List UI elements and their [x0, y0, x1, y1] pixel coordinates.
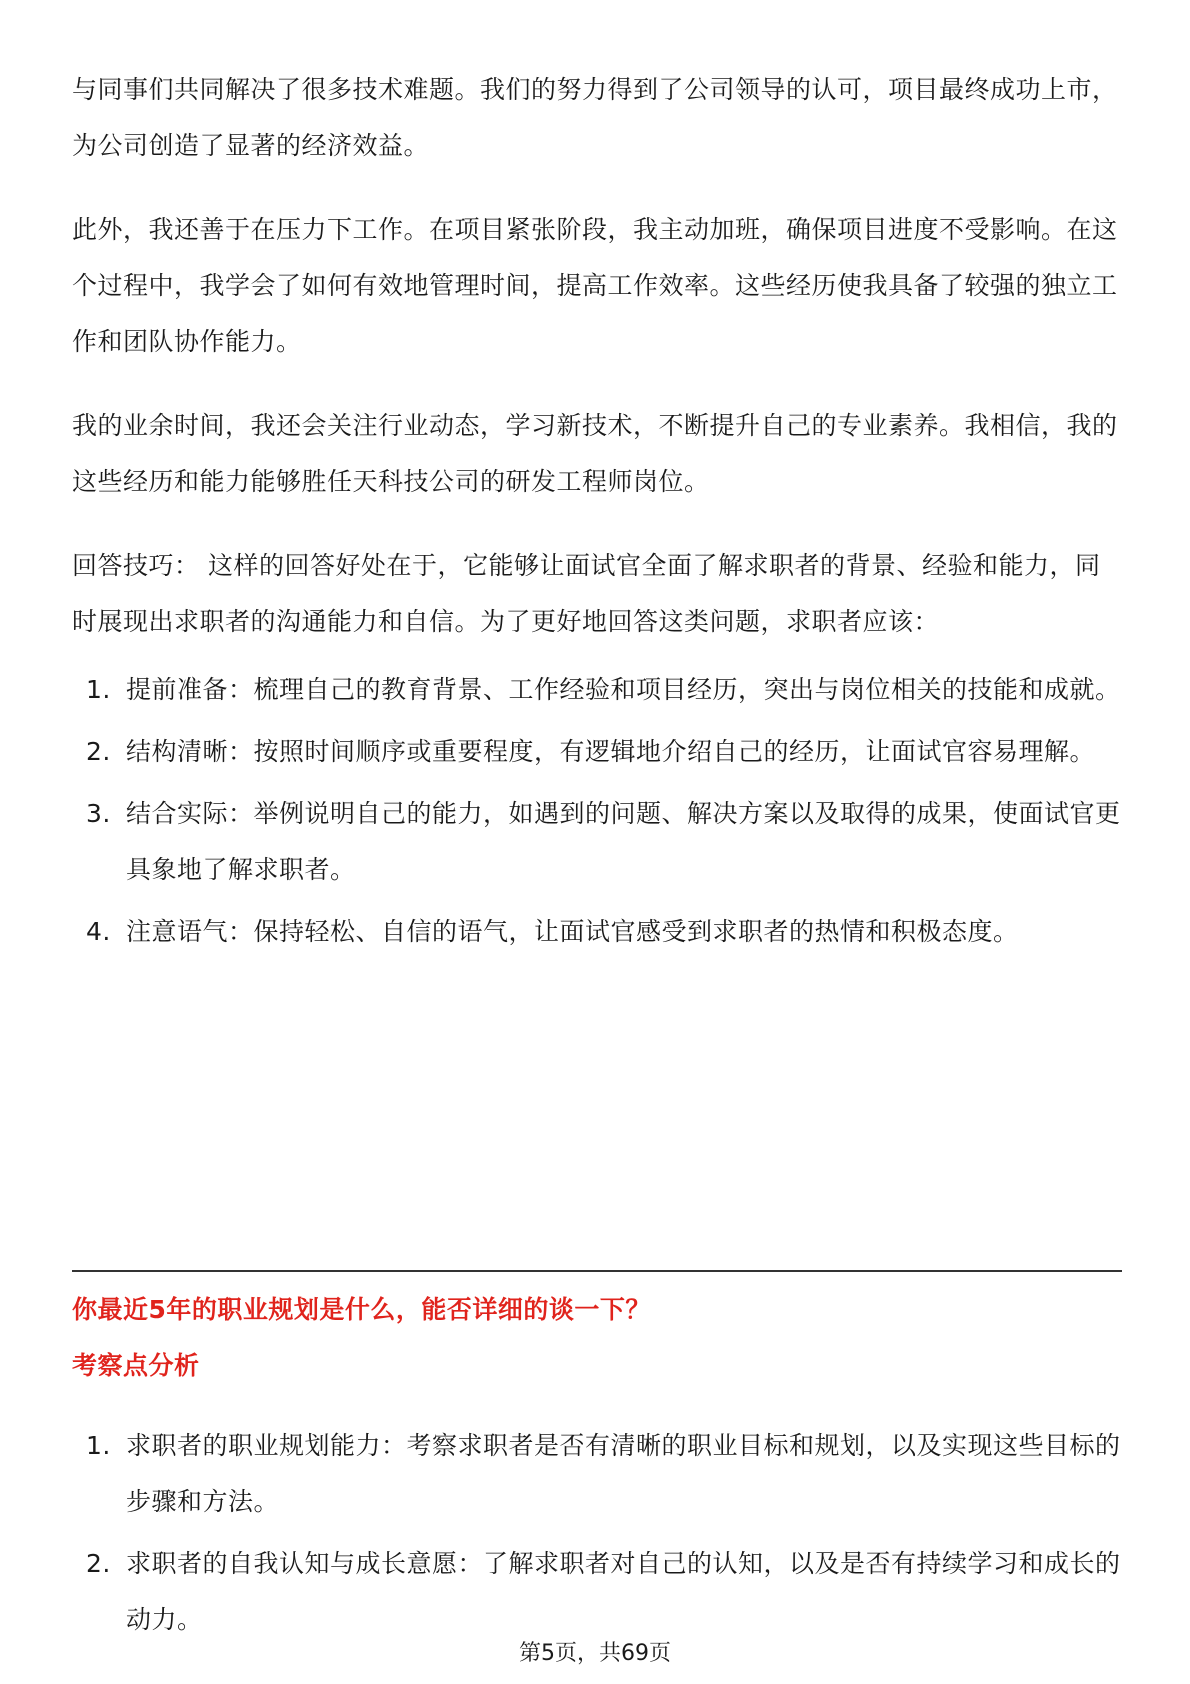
section-divider [72, 1270, 1122, 1272]
analysis-heading: 考察点分析 [72, 1351, 200, 1380]
paragraph: 与同事们共同解决了很多技术难题。我们的努力得到了公司领导的认可，项目最终成功上市，为公司创造了显著的经济效益。 [72, 75, 1118, 160]
list-item [72, 786, 1122, 898]
list-item [72, 1536, 1122, 1648]
list-number: 2. [86, 1549, 111, 1578]
page-number: 第5页，共69页 [519, 1641, 671, 1666]
question-title: 你最近5年的职业规划是什么，能否详细的谈一下？ [72, 1295, 651, 1324]
answer-content [72, 62, 1122, 966]
question-section [72, 1282, 1122, 1654]
list-item-text: 注意语气：保持轻松、自信的语气，让面试官感受到求职者的热情和积极态度。 [126, 917, 1019, 946]
paragraph: 此外，我还善于在压力下工作。在项目紧张阶段，我主动加班，确保项目进度不受影响。在这个过程中，我学会了如何有效地管理时间，提高工作效率。这些经历使我具备了较强的独立工作和团队协作能力。 [72, 215, 1118, 356]
list-number: 2. [86, 737, 111, 766]
list-item [72, 904, 1122, 960]
list-item-text: 结构清晰：按照时间顺序或重要程度，有逻辑地介绍自己的经历，让面试官容易理解。 [126, 737, 1096, 766]
list-item [72, 724, 1122, 780]
list-item-text: 结合实际：举例说明自己的能力，如遇到的问题、解决方案以及取得的成果，使面试官更具象地了解求职者。 [126, 799, 1121, 884]
list-item-text: 求职者的自我认知与成长意愿：了解求职者对自己的认知，以及是否有持续学习和成长的动力。 [126, 1549, 1121, 1634]
list-number: 3. [86, 799, 111, 828]
paragraph: 我的业余时间，我还会关注行业动态，学习新技术，不断提升自己的专业素养。我相信，我的这些经历和能力能够胜任天科技公司的研发工程师岗位。 [72, 411, 1118, 496]
list-number: 4. [86, 917, 111, 946]
list-item [72, 1418, 1122, 1530]
list-number: 1. [86, 1431, 111, 1460]
list-number: 1. [86, 675, 111, 704]
list-item-text: 提前准备：梳理自己的教育背景、工作经验和项目经历，突出与岗位相关的技能和成就。 [126, 675, 1121, 704]
list-item-text: 求职者的职业规划能力：考察求职者是否有清晰的职业目标和规划，以及实现这些目标的步骤和方法。 [126, 1431, 1121, 1516]
list-item [72, 662, 1122, 718]
answer-tips-intro: 回答技巧： 这样的回答好处在于，它能够让面试官全面了解求职者的背景、经验和能力，同时展现出求职者的沟通能力和自信。为了更好地回答这类问题，求职者应该： [72, 551, 1101, 636]
analysis-list [72, 1418, 1122, 1648]
tips-list [72, 662, 1122, 960]
